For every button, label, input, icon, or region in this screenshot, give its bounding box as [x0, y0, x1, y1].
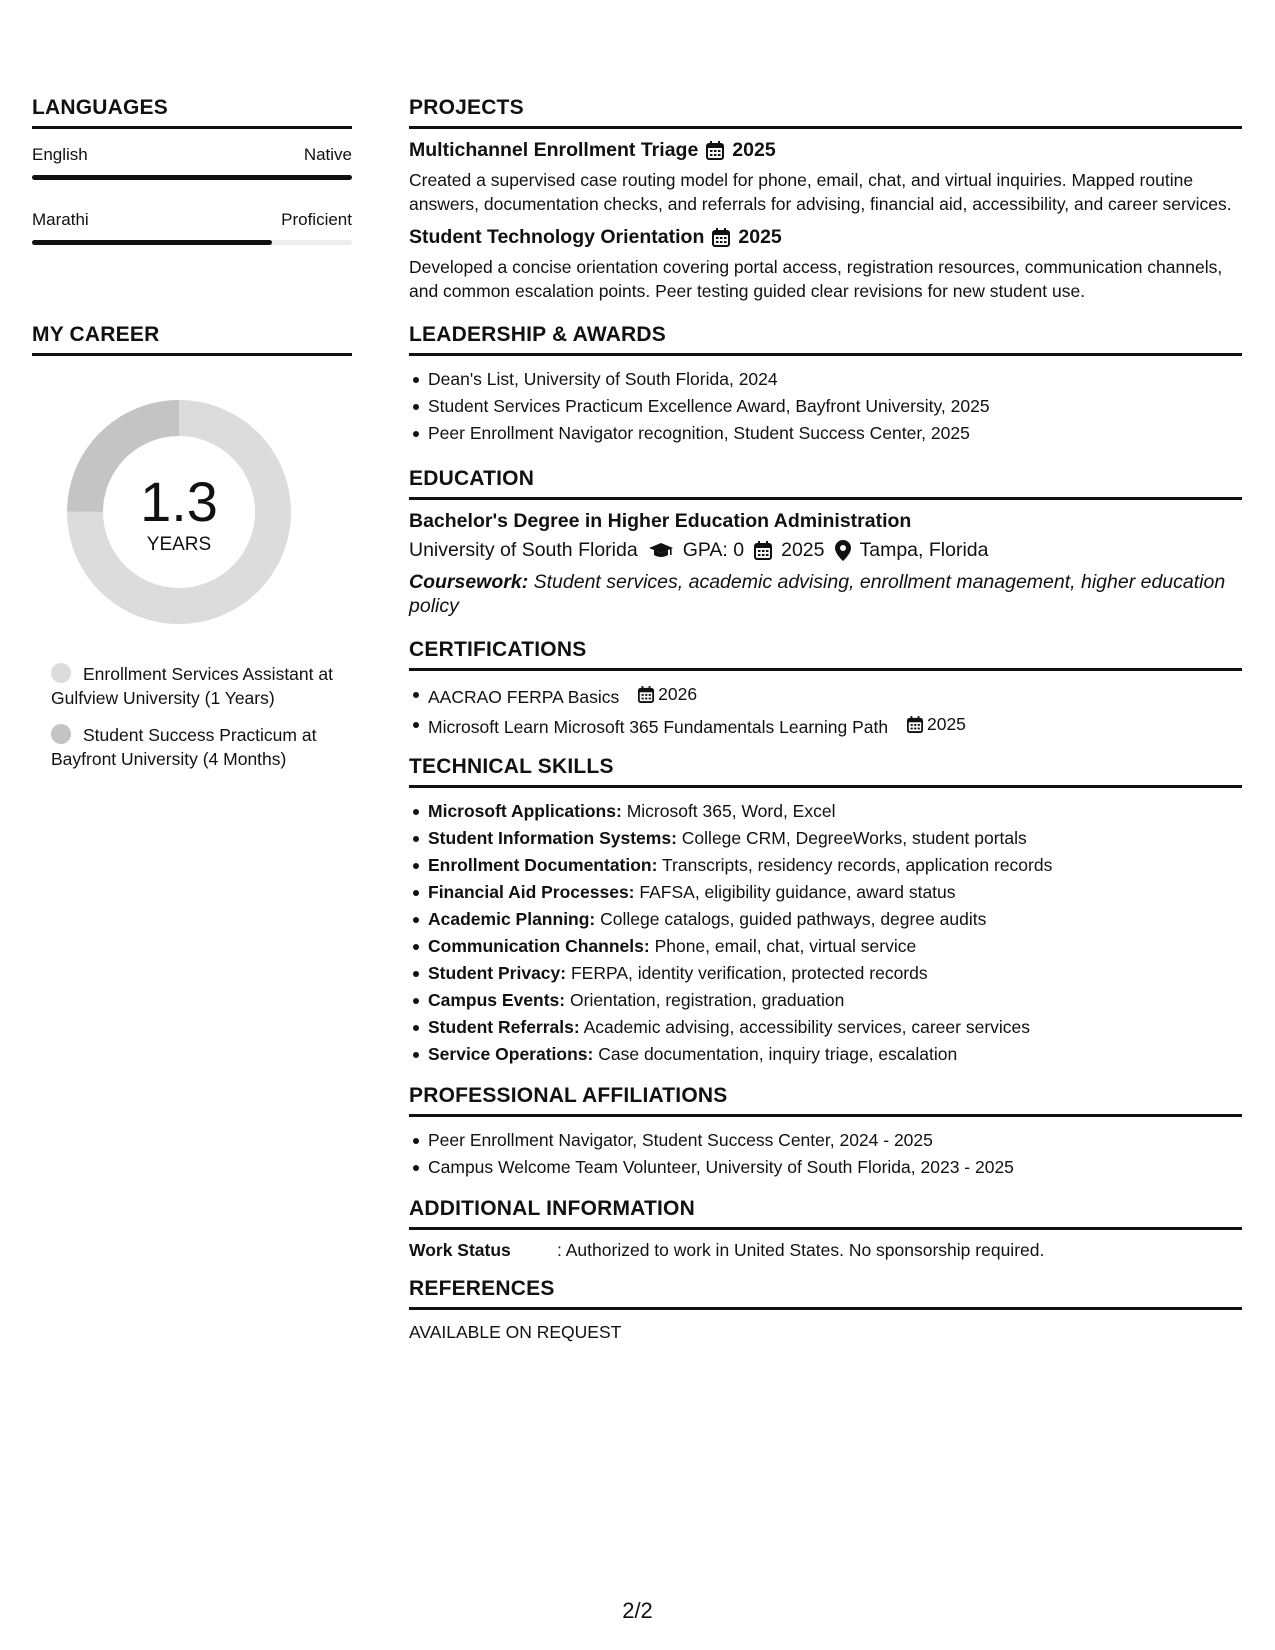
skill-label: Microsoft Applications: [428, 801, 622, 821]
language-bar-fill [32, 240, 272, 245]
additional-info-heading: ADDITIONAL INFORMATION [409, 1197, 1242, 1230]
skills-list [409, 798, 1242, 1068]
list-item [428, 906, 1242, 933]
certification-year: 2026 [658, 684, 698, 704]
project-description: Created a supervised case routing model for phone, email, chat, and virtual inquiries. Mapped routine answers, documentation checks, and referrals for advising, financial aid, accessibility, and career services. [409, 170, 1232, 214]
language-bar-fill [32, 175, 352, 180]
career-total-value: 1.3 [140, 470, 218, 533]
education-meta [409, 539, 1242, 562]
calendar-icon [706, 141, 724, 160]
coursework-text: Student services, academic advising, enrollment management, higher education policy [409, 571, 1226, 617]
career-legend-item [51, 723, 352, 771]
leadership-list [409, 366, 1242, 447]
legend-dot [51, 724, 71, 744]
certification-name: Microsoft Learn Microsoft 365 Fundamentals Learning Path [428, 717, 889, 737]
skill-label: Student Privacy: [428, 963, 567, 983]
list-item [428, 711, 1242, 741]
list-item [428, 798, 1242, 825]
skill-value: FAFSA, eligibility guidance, award status [639, 882, 956, 902]
list-item [428, 933, 1242, 960]
language-bar [32, 240, 352, 245]
skill-label: Financial Aid Processes: [428, 882, 635, 902]
skill-value: Orientation, registration, graduation [570, 990, 845, 1010]
degree-title: Bachelor's Degree in Higher Education Administration [409, 510, 912, 532]
calendar-icon [638, 686, 654, 703]
graduation-cap-icon [648, 542, 674, 560]
skill-label: Service Operations: [428, 1044, 594, 1064]
career-legend-label: Student Success Practicum at Bayfront University (4 Months) [51, 725, 317, 769]
language-level: Native [303, 145, 352, 164]
career-legend-item [51, 662, 352, 710]
list-item: Dean's List, University of South Florida, 2024 [428, 366, 1242, 393]
legend-dot [51, 663, 71, 683]
gpa: GPA: 0 [682, 539, 745, 561]
skill-value: Microsoft 365, Word, Excel [626, 801, 836, 821]
skill-value: Case documentation, inquiry triage, escalation [598, 1044, 958, 1064]
career-legend [32, 662, 352, 771]
school-location: Tampa, Florida [859, 539, 989, 561]
language-item [32, 210, 352, 245]
list-item [428, 852, 1242, 879]
skill-label: Academic Planning: [428, 909, 596, 929]
leadership-heading: LEADERSHIP & AWARDS [409, 323, 1242, 356]
list-item: Peer Enrollment Navigator recognition, Student Success Center, 2025 [428, 420, 1242, 447]
list-item [428, 681, 1242, 711]
affiliations-list [409, 1127, 1242, 1181]
skill-value: FERPA, identity verification, protected records [570, 963, 928, 983]
language-name: Marathi [32, 210, 89, 229]
education-heading: EDUCATION [409, 467, 1242, 500]
skill-label: Student Information Systems: [428, 828, 677, 848]
project-year: 2025 [738, 226, 782, 248]
list-item [428, 987, 1242, 1014]
affiliations-heading: PROFESSIONAL AFFILIATIONS [409, 1084, 1242, 1117]
career-legend-label: Enrollment Services Assistant at Gulfview University (1 Years) [51, 664, 333, 708]
project-description: Developed a concise orientation covering portal access, registration resources, communication channels, and common escalation points. Peer testing guided clear revisions for new student use. [409, 257, 1223, 301]
calendar-icon [712, 228, 730, 247]
location-pin-icon [835, 540, 851, 561]
list-item [428, 879, 1242, 906]
references-text: AVAILABLE ON REQUEST [409, 1322, 622, 1342]
work-status-value: : Authorized to work in United States. No sponsorship required. [557, 1240, 1045, 1260]
graduation-year: 2025 [781, 539, 825, 561]
skills-heading: TECHNICAL SKILLS [409, 755, 1242, 788]
career-total-unit: YEARS [146, 534, 212, 555]
certifications-heading: CERTIFICATIONS [409, 638, 1242, 671]
list-item [428, 825, 1242, 852]
project-name: Multichannel Enrollment Triage [409, 139, 699, 161]
languages-heading: LANGUAGES [32, 96, 352, 129]
skill-value: College CRM, DegreeWorks, student portals [681, 828, 1027, 848]
project-year: 2025 [732, 139, 776, 161]
language-level: Proficient [281, 210, 352, 229]
language-item [32, 145, 352, 180]
references-heading: REFERENCES [409, 1277, 1242, 1310]
school-name: University of South Florida [409, 539, 638, 561]
right-column [409, 96, 1242, 1343]
skill-label: Campus Events: [428, 990, 566, 1010]
certifications-list [409, 681, 1242, 741]
project-item [409, 139, 1242, 216]
skill-value: College catalogs, guided pathways, degree audits [600, 909, 987, 929]
calendar-icon [754, 541, 772, 560]
list-item: Campus Welcome Team Volunteer, University of South Florida, 2023 - 2025 [428, 1154, 1242, 1181]
list-item [428, 1041, 1242, 1068]
projects-heading: PROJECTS [409, 96, 1242, 129]
skill-value: Phone, email, chat, virtual service [654, 936, 917, 956]
skill-label: Enrollment Documentation: [428, 855, 658, 875]
skill-value: Transcripts, residency records, application records [662, 855, 1053, 875]
list-item: Student Services Practicum Excellence Award, Bayfront University, 2025 [428, 393, 1242, 420]
career-heading: MY CAREER [32, 323, 352, 356]
coursework-label: Coursework: [409, 571, 529, 593]
certification-name: AACRAO FERPA Basics [428, 687, 620, 707]
page-number: 2/2 [622, 1598, 653, 1623]
calendar-icon [907, 716, 923, 733]
language-name: English [32, 145, 88, 164]
certification-year: 2025 [926, 714, 966, 734]
work-status-label: Work Status [409, 1240, 511, 1260]
coursework [409, 570, 1242, 618]
list-item [428, 1014, 1242, 1041]
list-item [428, 960, 1242, 987]
career-donut-chart [67, 400, 291, 624]
skill-label: Student Referrals: [428, 1017, 580, 1037]
skill-value: Academic advising, accessibility services, career services [583, 1017, 1031, 1037]
list-item: Peer Enrollment Navigator, Student Success Center, 2024 - 2025 [428, 1127, 1242, 1154]
left-column [32, 96, 352, 784]
project-name: Student Technology Orientation [409, 226, 705, 248]
work-status-row [409, 1240, 1242, 1261]
skill-label: Communication Channels: [428, 936, 650, 956]
language-bar [32, 175, 352, 180]
project-item [409, 226, 1242, 303]
